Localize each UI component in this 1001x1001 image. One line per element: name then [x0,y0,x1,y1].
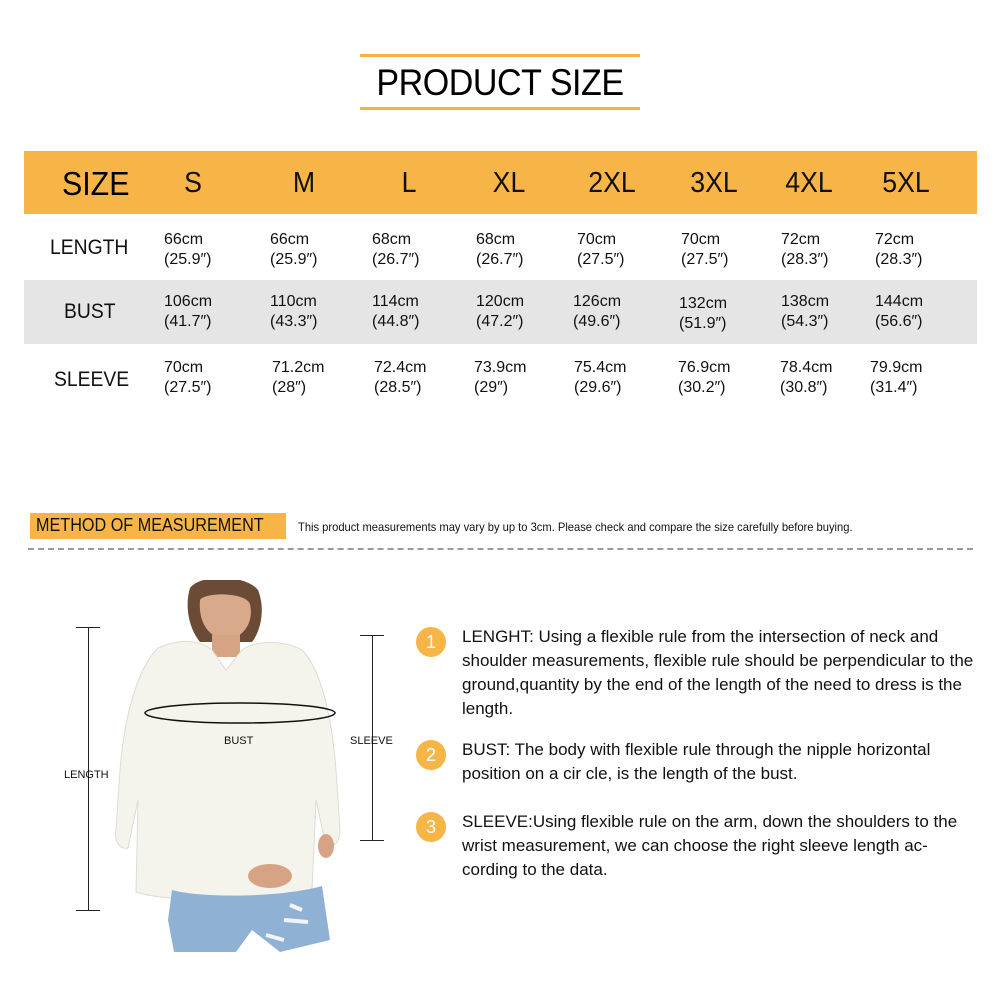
table-cell: 132cm (51.9″) [679,295,728,332]
table-cell: 110cm (43.3″) [270,293,318,330]
table-cell: 68cm (26.7″) [476,231,524,268]
table-cell: 72.4cm (28.5″) [374,359,427,396]
length-row [24,214,977,280]
table-cell: 66cm (25.9″) [270,231,318,268]
table-cell: 75.4cm (29.6″) [574,359,627,396]
table-cell: 68cm (26.7″) [372,231,420,268]
table-cell: 138cm (54.3″) [781,293,830,330]
bust-row [24,280,977,344]
table-cell: 76.9cm (30.2″) [678,359,731,396]
page-title: PRODUCT SIZE [376,62,624,103]
method-note: This product measurements may vary by up to 3cm. Please check and compare the size carefully before buying. [298,520,853,534]
step-text: LENGHT: Using a flexible rule from the intersection of neck and shoulder measurements, flexible rule should be perpendicular to the ground,quantity by the end of the length of the need to dress is the length. [462,627,974,718]
divider [28,548,973,550]
table-cell: 72cm (28.3″) [875,231,923,268]
row-label-length: LENGTH [50,236,129,259]
sleeve-dim-cap-bottom [360,840,384,841]
size-col-header: 3XL [690,167,738,199]
table-cell: 70cm (27.5″) [681,231,729,268]
size-col-header: 5XL [882,167,930,199]
length-dim-cap-bottom [76,910,100,911]
table-cell: 71.2cm (28″) [272,359,325,396]
method-badge [30,513,286,539]
size-table [24,151,977,410]
table-cell: 114cm (44.8″) [372,293,420,330]
sleeve-dim-label: SLEEVE [350,735,393,747]
table-cell: 106cm (41.7″) [164,293,213,330]
title-block [360,54,640,110]
title-top-bar [360,54,640,57]
step-number: 1 [416,627,446,657]
size-col-header: 2XL [588,167,636,199]
table-cell: 66cm (25.9″) [164,231,212,268]
table-cell: 73.9cm (29″) [474,359,527,396]
size-col-header: M [292,167,316,199]
table-cell: 70cm (27.5″) [577,231,625,268]
row-label-sleeve: SLEEVE [54,368,130,391]
measurement-illustration [40,580,400,960]
step-number: 3 [416,812,446,842]
size-col-header: 4XL [785,167,833,199]
bust-dim-label: BUST [224,735,254,747]
row-label-bust: BUST [64,300,116,323]
sleeve-row [24,344,977,410]
table-cell: 78.4cm (30.8″) [780,359,833,396]
method-label: METHOD OF MEASUREMENT [36,515,264,535]
length-dim-label: LENGTH [64,769,109,781]
step-text: BUST: The body with flexible rule through the nipple horizontal position on a cir cle, is the length of the bust. [462,740,931,783]
step-text: SLEEVE:Using flexible rule on the arm, down the shoulders to the wrist measurement, we can choose the right sleeve length ac-cording to the data. [462,812,958,879]
table-cell: 79.9cm (31.4″) [870,359,923,396]
size-header-label: SIZE [62,165,130,202]
table-cell: 120cm (47.2″) [476,293,525,330]
table-cell: 70cm (27.5″) [164,359,212,396]
size-col-header: XL [492,167,526,199]
table-cell: 126cm (49.6″) [573,293,622,330]
table-cell: 144cm (56.6″) [875,293,924,330]
size-col-header: L [401,167,417,199]
size-col-header: S [184,167,202,199]
size-header-row [24,151,977,214]
step-number: 2 [416,740,446,770]
table-cell: 72cm (28.3″) [781,231,829,268]
title-bottom-bar [360,107,640,110]
